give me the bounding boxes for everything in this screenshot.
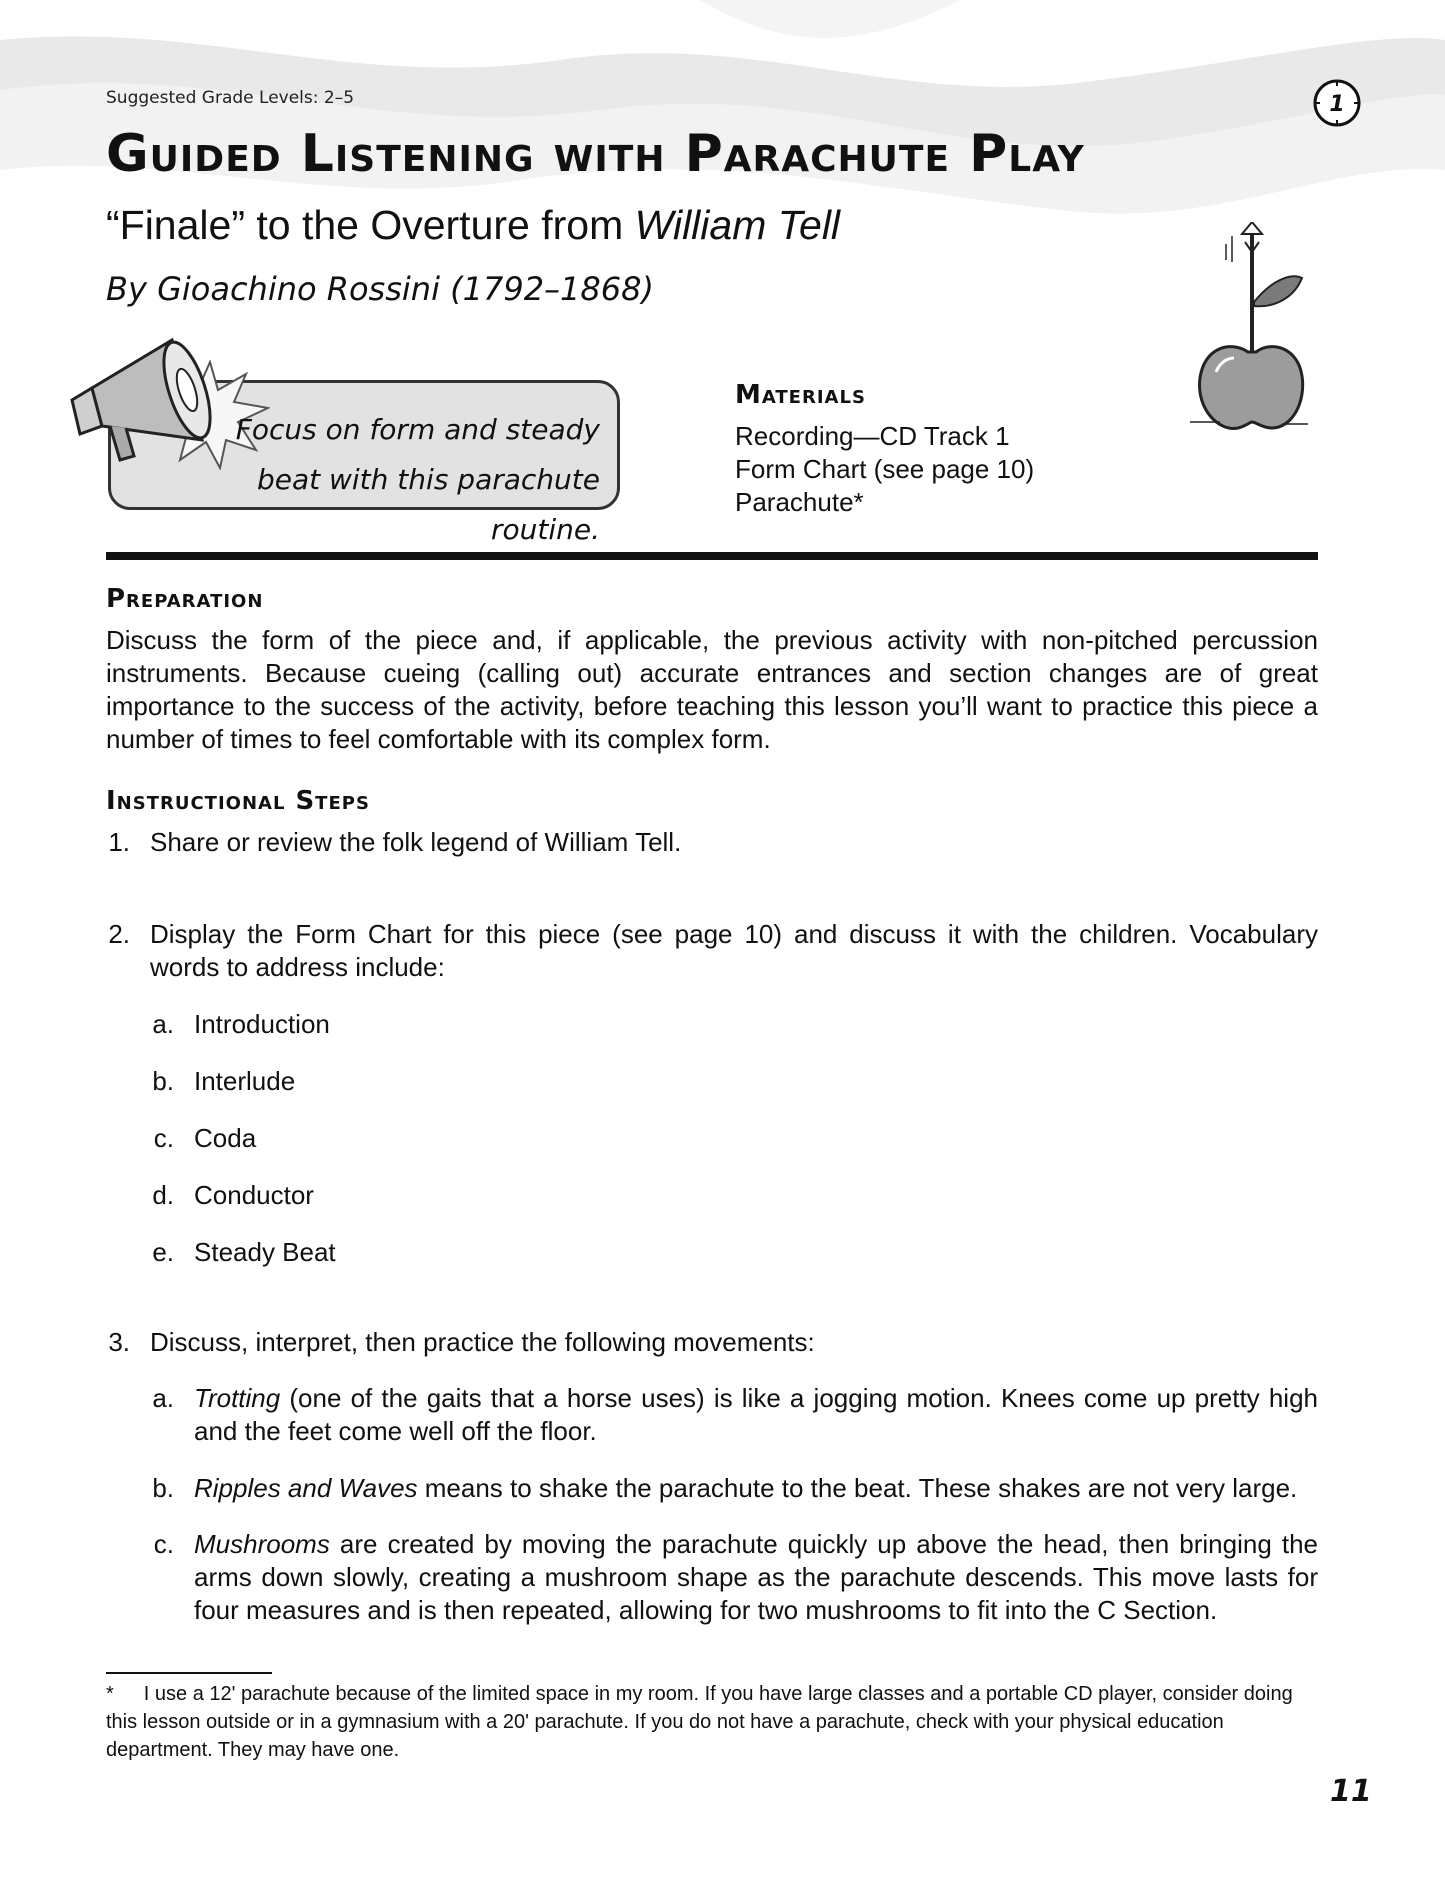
- sub-item: [140, 1236, 1318, 1270]
- materials-heading: Materials: [735, 380, 866, 410]
- piece-title-prefix: “Finale” to the Overture from: [106, 202, 635, 248]
- step-item: [96, 918, 1318, 988]
- sub-item: [140, 1122, 1318, 1156]
- materials-item: Recording—CD Track 1: [735, 421, 1010, 451]
- footnote-marker: *: [106, 1683, 114, 1705]
- sub-item: [140, 1528, 1318, 1632]
- sub-text: [194, 1382, 1318, 1448]
- movement-term: Trotting: [194, 1383, 281, 1413]
- step-number: 3.: [108, 1327, 130, 1357]
- apple-arrow-illustration: [1190, 222, 1310, 440]
- sub-letter: a.: [152, 1009, 174, 1039]
- footnote-text: I use a 12' parachute because of the limited space in my room. If you have large classes and a portable CD player, consider doing this lesson outside or in a gymnasium with a 20' parachute. If you do not have a parachute, check with your physical education department. They may have one.: [106, 1683, 1293, 1761]
- preparation-heading: Preparation: [106, 584, 264, 614]
- step-item: [96, 826, 1318, 860]
- sub-letter: c.: [153, 1529, 174, 1559]
- movement-term: Mushrooms: [194, 1529, 330, 1559]
- sub-item: [140, 1472, 1318, 1506]
- sub-text: Steady Beat: [194, 1237, 336, 1267]
- sub-text: Introduction: [194, 1009, 330, 1039]
- movement-description: means to shake the parachute to the beat. These shakes are not very large.: [417, 1473, 1298, 1503]
- sub-item: [140, 1382, 1318, 1452]
- step-text: Discuss, interpret, then practice the following movements:: [150, 1327, 815, 1357]
- callout-line-1: Focus on form and steady: [235, 413, 600, 446]
- movement-term: Ripples and Waves: [194, 1473, 418, 1503]
- materials-list: [735, 420, 1034, 519]
- sub-text: [194, 1472, 1318, 1505]
- sub-letter: e.: [152, 1237, 174, 1267]
- sub-letter: a.: [152, 1383, 174, 1413]
- sub-letter: b.: [152, 1473, 174, 1503]
- grade-levels: Suggested Grade Levels: 2–5: [106, 88, 355, 108]
- page-title: Guided Listening with Parachute Play: [106, 124, 1085, 184]
- movement-description: (one of the gaits that a horse uses) is like a jogging motion. Knees come up pretty high and the feet come well off the floor.: [194, 1383, 1318, 1446]
- sub-letter: d.: [152, 1180, 174, 1210]
- footnote: [106, 1680, 1318, 1764]
- piece-title: [106, 202, 840, 249]
- lesson-number-badge: [1312, 78, 1362, 128]
- step-number: 1.: [108, 827, 130, 857]
- callout-line-2: beat with this parachute routine.: [256, 463, 600, 546]
- lesson-number: 1: [1329, 92, 1345, 117]
- sub-letter: b.: [152, 1066, 174, 1096]
- sub-text: Interlude: [194, 1066, 296, 1096]
- step-text: Share or review the folk legend of William Tell.: [150, 827, 682, 857]
- callout-text: [140, 405, 600, 555]
- sub-text: Conductor: [194, 1180, 314, 1210]
- sub-text: [194, 1528, 1318, 1627]
- step-item: [96, 1326, 1318, 1360]
- materials-item: Parachute*: [735, 487, 864, 517]
- instructional-steps-heading: Instructional Steps: [106, 786, 370, 816]
- movement-description: are created by moving the parachute quickly up above the head, then bringing the arms down slowly, creating a mushroom shape as the parachute descends. This move lasts for four measures and is then repeated, allowing for two mushrooms to fit into the C Section.: [194, 1529, 1318, 1625]
- footnote-divider: [106, 1672, 272, 1674]
- preparation-text: Discuss the form of the piece and, if applicable, the previous activity with non-pitched percussion instruments. Because cueing (calling out) accurate entrances and section changes are of great importance to the success of the activity, before teaching this lesson you’ll want to practice this piece a number of times to feel comfortable with its complex form.: [106, 625, 1318, 754]
- page-number: 11: [1330, 1774, 1372, 1809]
- piece-title-italic: William Tell: [634, 202, 841, 248]
- step-text: Display the Form Chart for this piece (see page 10) and discuss it with the children. Vocabulary words to address include:: [150, 919, 1318, 982]
- materials-item: Form Chart (see page 10): [735, 454, 1035, 484]
- sub-letter: c.: [153, 1123, 174, 1153]
- sub-text: Coda: [194, 1123, 257, 1153]
- section-divider: [106, 552, 1318, 560]
- composer-byline: By Gioachino Rossini (1792–1868): [106, 270, 654, 308]
- step-number: 2.: [108, 919, 130, 949]
- sub-item: [140, 1065, 1318, 1099]
- sub-item: [140, 1008, 1318, 1042]
- sub-item: [140, 1179, 1318, 1213]
